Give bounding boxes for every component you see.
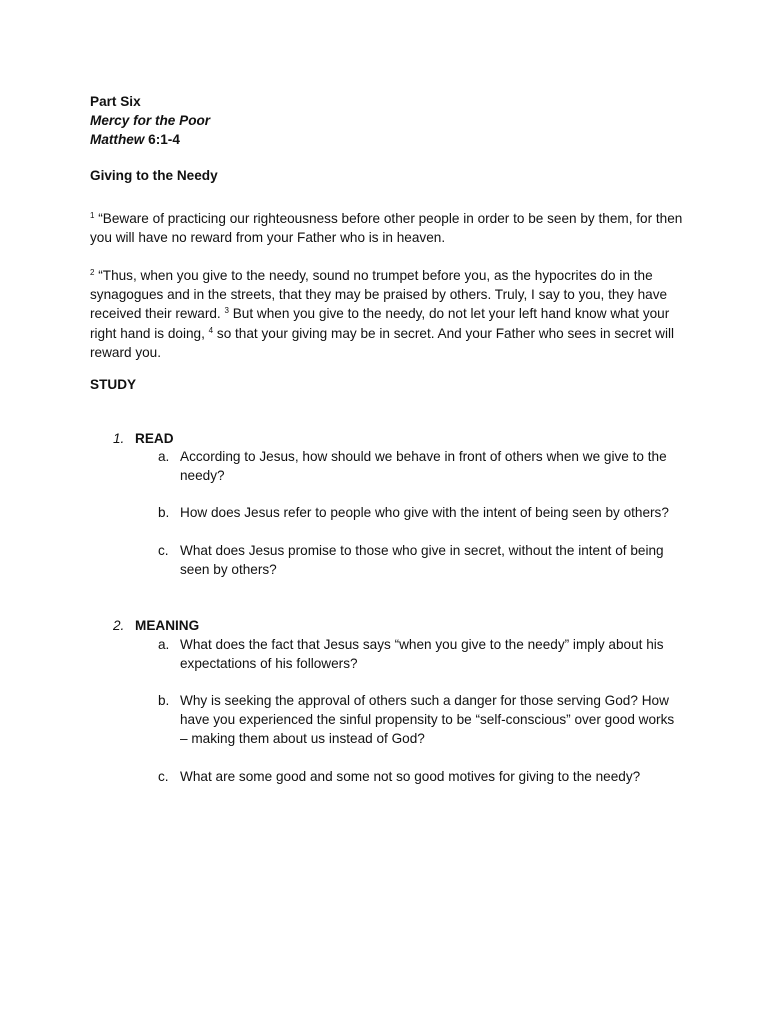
verse-number: 2 [90,268,95,277]
question-letter: c. [158,543,169,558]
reference-book: Matthew [90,132,145,147]
part-title: Part Six [90,94,141,109]
section-number: 1. [113,431,125,446]
scripture-paragraph-2 [90,266,690,362]
question-text: What are some good and some not so good motives for giving to the needy? [180,769,641,784]
study-heading: STUDY [90,377,137,392]
question-text: According to Jesus, how should we behave in front of others when we give to the needy? [180,449,667,484]
verse-text: “Thus, when you give to the needy, sound no trumpet before you, as the hypocrites do in the synagogues and in the streets, that they may be praised by others. Truly, I say to you, they have received their reward. [90,268,668,322]
verse-text: “Beware of practicing our righteousness before other people in order to be seen by them, for then you will have no reward from your Father who is in heaven. [90,211,683,246]
passage-heading: Giving to the Needy [90,168,218,183]
lesson-subtitle [90,111,210,130]
question-letter: a. [158,449,170,464]
verse-number: 1 [90,211,95,220]
verse-number: 4 [208,325,214,335]
subtitle-text: Mercy for the Poor [90,113,211,128]
verse-text: But when you give to the needy, do not let your left hand know what your right hand is doing, [90,306,670,341]
question-letter: b. [158,693,170,708]
question-text: Why is seeking the approval of others such a danger for those serving God? How have you experienced the sinful propensity to be “self-conscious” over good works – making them about us instead of God? [180,693,675,747]
scripture-reference [90,130,180,149]
verse-number: 3 [224,306,229,316]
question-letter: c. [158,769,169,784]
reference-verses: 6:1-4 [148,132,180,147]
question-text: What does Jesus promise to those who give in secret, without the intent of being seen by others? [180,543,664,578]
section-title: READ [135,431,174,446]
verse-text: so that your giving may be in secret. And your Father who sees in secret will reward you. [90,325,675,360]
question-letter: a. [158,637,170,652]
scripture-paragraph-1 [90,209,690,247]
section-number: 2. [113,618,125,633]
question-letter: b. [158,505,170,520]
question-text: How does Jesus refer to people who give with the intent of being seen by others? [180,505,669,520]
question-text: What does the fact that Jesus says “when you give to the needy” imply about his expectations of his followers? [180,637,664,672]
section-title: MEANING [135,618,200,633]
